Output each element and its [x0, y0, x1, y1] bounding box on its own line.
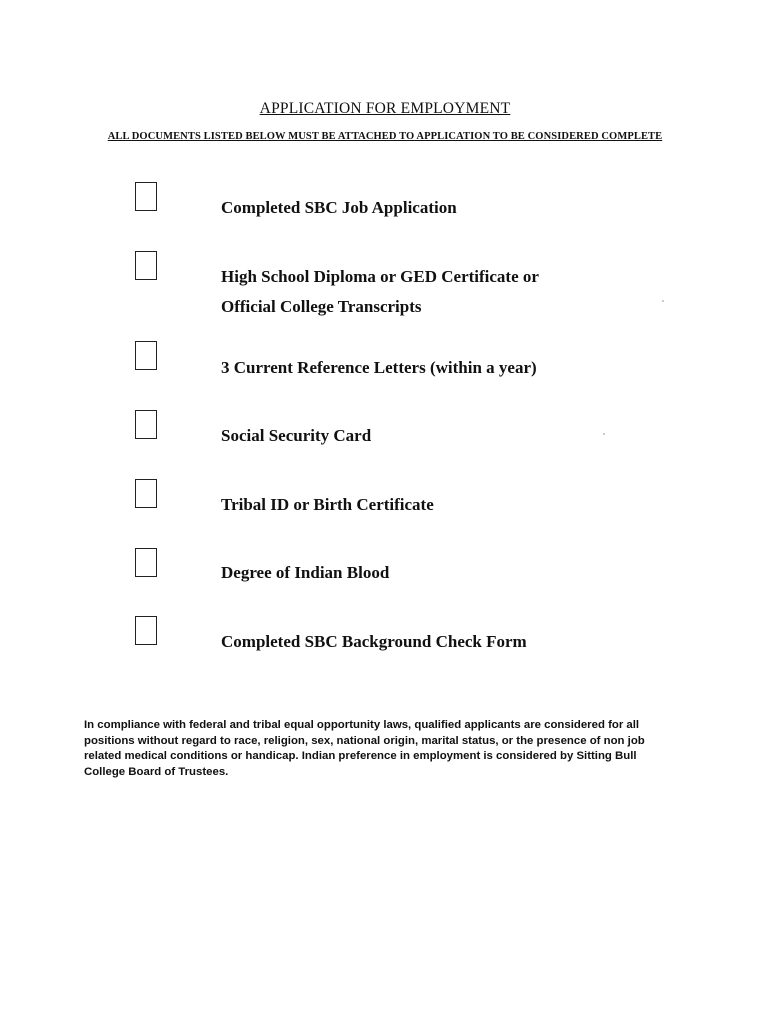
checkbox-social-security[interactable] [135, 410, 157, 439]
checkbox-indian-blood[interactable] [135, 548, 157, 577]
item-label-background-check [221, 627, 641, 657]
checkbox-reference-letters[interactable] [135, 341, 157, 370]
item-label-line: Official College Transcripts [221, 297, 422, 316]
item-label-line: 3 Current Reference Letters (within a year) [221, 358, 537, 377]
item-label-line: High School Diploma or GED Certificate or [221, 267, 539, 286]
item-label-job-application [221, 193, 641, 223]
item-label-diploma [221, 262, 641, 322]
item-label-social-security [221, 421, 641, 451]
checkbox-tribal-id[interactable] [135, 479, 157, 508]
scan-speck [662, 300, 664, 302]
page-title: APPLICATION FOR EMPLOYMENT [259, 100, 511, 117]
item-label-line: Tribal ID or Birth Certificate [221, 495, 434, 514]
checkbox-diploma[interactable] [135, 251, 157, 280]
item-label-line: Completed SBC Background Check Form [221, 632, 527, 651]
item-label-line: Social Security Card [221, 426, 372, 445]
checkbox-job-application[interactable] [135, 182, 157, 211]
checkbox-background-check[interactable] [135, 616, 157, 645]
item-label-indian-blood [221, 558, 641, 588]
page-subtitle: ALL DOCUMENTS LISTED BELOW MUST BE ATTACHED TO APPLICATION TO BE CONSIDERED COMPLETE [107, 131, 663, 142]
item-label-line: Degree of Indian Blood [221, 563, 390, 582]
item-label-line: Completed SBC Job Application [221, 198, 457, 217]
item-label-tribal-id [221, 490, 641, 520]
item-label-reference-letters [221, 353, 641, 383]
equal-opportunity-notice: In compliance with federal and tribal equal opportunity laws, qualified applicants are considered for all positions without regard to race, religion, sex, national origin, marital status, or the presence of non job related medical conditions or handicap. Indian preference in employment is considered by Sitting Bull College Board of Trustees. [84, 719, 645, 778]
scan-speck [603, 433, 605, 435]
